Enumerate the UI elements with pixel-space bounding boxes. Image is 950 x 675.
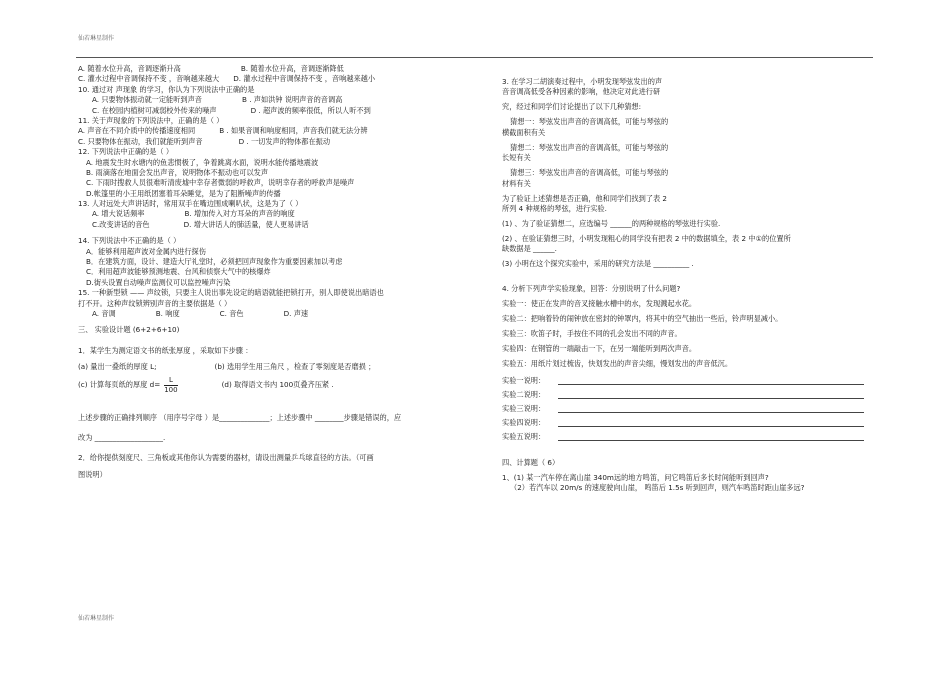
sec3-order-line2: 改为 ___________________. (78, 432, 166, 442)
sec3-step-a: (a) 量出一叠纸的厚度 L; (78, 362, 157, 372)
q11-option-b: B . 如果音调和响度相同，声音我们就无法分辨 (219, 126, 368, 136)
q9-option-b: B. 随着水位升高，音调逐渐降低 (240, 64, 344, 73)
q9-option-a: A. 随着水位升高，音调逐渐升高 (78, 64, 181, 73)
q13-option-b: B. 增加传入对方耳朵的声音的响度 (184, 209, 295, 219)
q9-option-c: C. 灌水过程中音调保持不变 ，音响越来越大 (78, 74, 220, 84)
sec3-q1-steps-ab (78, 362, 478, 372)
q13-option-c: C.改变讲话的音色 (92, 219, 150, 229)
page-footer: 仙若琳星制作 (78, 615, 115, 622)
q9-row2 (78, 74, 478, 84)
q14-option-d: D.街头设置自动噪声监测仪可以监控噪声污染 (86, 277, 231, 287)
q10-option-a: A. 只要物体振动就一定能听到声音 (92, 95, 202, 105)
q11-row1 (78, 126, 478, 136)
q4-answer-row-2 (502, 388, 872, 402)
q3-line2: 音音调高低受各种因素的影响，他决定对此进行研 (502, 87, 661, 97)
q15-option-a: A. 音调 (92, 308, 116, 318)
q3-part3: (3) 小明在这个探究实验中，采用的研究方法是 __________ . (502, 259, 694, 269)
answer-label: 实验一说明： (502, 375, 546, 385)
q12-option-c: C. 下雨时搜救人员很难听清废墟中幸存者微弱的呼救声，说明幸存者的呼救声是噪声 (86, 178, 355, 188)
fraction-numerator: L (164, 376, 177, 386)
sec3-step-d: (d) 取得语文书内 100页叠齐压紧 . (221, 380, 334, 390)
page-header: 仙若琳星制作 (78, 35, 115, 42)
thickness-fraction (164, 376, 177, 395)
sec3-q1-steps-cd (78, 376, 478, 395)
q3-part2-a: (2) 、在验证猜想三时，小明发现粗心的同学没有把表 2 中的数据填全，表 2 中①的位置所 (502, 233, 791, 243)
q9-option-d: D. 灌水过程中音调保持不变 ，音响越来越小 (233, 74, 376, 84)
q10-row2 (78, 106, 478, 116)
q13-row2 (78, 220, 478, 230)
q4-answer-row-5 (502, 430, 872, 444)
q14-option-a: A．能够利用超声波对金属内进行探伤 (86, 246, 206, 256)
q3-guess1-a: 猜想一：琴弦发出声音的音调高低，可能与琴弦的 (510, 117, 669, 127)
q3-guess2-b: 长短有关 (502, 153, 531, 163)
q13-option-d: D. 增大讲话人的肺活量，使人更易讲话 (183, 219, 309, 229)
header-rule (76, 57, 873, 58)
q10-option-c: C. 在校园内植树可减弱校外传来的噪声 (92, 105, 217, 115)
q3-part2-b: 缺数据是 ______. (502, 244, 557, 254)
q15-option-d: D. 声速 (283, 308, 309, 318)
answer-label: 实验三说明： (502, 403, 546, 413)
answer-line (558, 404, 864, 413)
sec3-q2-line1: 2．给你提供刻度尺、三角板或其他你认为需要的器材，请设出测量乒乓球直径的方法。（可画 (78, 453, 374, 463)
section4-title: 四、计算题（ 6） (502, 457, 560, 467)
q13-option-a: A. 增大说话频率 (92, 209, 145, 219)
right-column (502, 77, 872, 494)
q11-option-a: A. 声音在不同介质中的传播速度相同 (78, 126, 196, 136)
answer-label: 实验五说明： (502, 431, 546, 441)
q11-row2 (78, 137, 478, 147)
q4-answer-row-4 (502, 416, 872, 430)
sec4-q2: （2）若汽车以 20m/s 的速度驶向山崖， 鸣笛后 1.5s 听到回声，则汽车鸣笛时距山崖多远? (510, 483, 805, 493)
q3-guess3-a: 猜想三：琴弦发出声音的音调高低，可能与琴弦的 (510, 168, 669, 178)
answer-label: 实验二说明： (502, 389, 546, 399)
q10-row1 (78, 95, 478, 105)
sec3-q2-line2: 图说明） (78, 469, 107, 479)
q3-guess2-a: 猜想二：琴弦发出声音的音调高低，可能与琴弦的 (510, 142, 669, 152)
q11-option-c: C. 只要物体在振动，我们就能听到声音 (78, 136, 203, 146)
q10-option-b: B . 声如洪钟 说明声音的音调高 (242, 95, 343, 105)
q10-option-d: D . 超声波的频率很低，所以人听不到 (250, 105, 371, 115)
q13-row1 (78, 209, 478, 219)
answer-line (558, 432, 864, 441)
q3-line3: 究，经过和同学们讨论提出了以下几种猜想: (502, 102, 641, 112)
sec3-order-line1: 上述步骤的正确排列顺序 （用序号字母 ）是______________；上述步骤中 ________步骤是错误的，应 (78, 412, 402, 422)
q4-exp3: 实验三：吹笛子时，手按住不同的孔会发出不同的声音。 (502, 328, 682, 338)
q4-exp5: 实验五：用纸片划过梳齿，快划发出的声音尖细，慢划发出的声音低沉。 (502, 358, 733, 368)
q3-guess3-b: 材料有关 (502, 178, 531, 188)
q4-answer-row-3 (502, 402, 872, 416)
q12-stem: 12. 下列说法中正确的是（ ） (78, 147, 174, 157)
q15-line1: 15. 一种新型锁 —— 声纹锁，只要主人说出事先设定的暗语就能把锁打开，别人即使说出暗语也 (78, 288, 384, 298)
q3-verify-line2: 所列 4 种规格的琴弦，进行实验. (502, 203, 607, 213)
q12-option-d: D.帐篷里的小王用纸团塞着耳朵睡觉，是为了阻断噪声的传播 (86, 188, 281, 198)
q3-verify-line1: 为了验证上述猜想是否正确，他和同学们找到了表 2 (502, 193, 667, 203)
answer-label: 实验四说明： (502, 417, 546, 427)
q11-option-d: D . 一切发声的物体都在振动 (238, 136, 331, 146)
section3-title: 三、 实验设计题 (6+2+6+10) (78, 325, 180, 335)
fraction-denominator: 100 (164, 386, 178, 395)
q9-row1 (78, 64, 478, 74)
q14-option-b: B．在建筑方面，设计、建造大厅礼堂时，必须把回声现象作为重要因素加以考虑 (86, 257, 343, 267)
sec3-step-b: (b) 选用学生用三角尺 ，检查了零刻度是否磨损 ； (214, 362, 376, 372)
q4-stem: 4. 分析下列声学实验现象，回答：分别说明了什么问题? (502, 283, 681, 293)
q15-options (78, 309, 478, 319)
q15-option-b: B. 响度 (155, 308, 180, 318)
q15-option-c: C. 音色 (219, 308, 244, 318)
q14-stem: 14. 下列说法中不正确的是（ ） (78, 236, 181, 246)
q11-stem: 11. 关于声现象的下列说法中，正确的是（ ） (78, 115, 224, 125)
q13-stem: 13. 人对远处大声讲话时，常用双手在嘴边围成喇叭状，这是为了（ ） (78, 199, 303, 209)
answer-line (558, 390, 864, 399)
sec3-step-c-prefix: (c) 计算每页纸的厚度 d= (78, 380, 161, 390)
sec4-q1: 1、(1) 某一汽车停在离山崖 340m远的地方鸣笛，问它鸣笛后多长时间能听到回声? (502, 472, 769, 482)
q12-option-b: B. 雨滴落在地面会发出声音，说明物体不振动也可以发声 (86, 167, 269, 177)
sec3-q1-stem: 1．某学生为测定语文书的纸张厚度 ，采取如下步骤 ： (78, 345, 253, 355)
q3-guess1-b: 横截面积有关 (502, 127, 546, 137)
q4-answer-row-1 (502, 374, 872, 388)
q14-option-c: C．利用超声波能够预测地震、台风和侦察大气中的核爆炸 (86, 267, 271, 277)
q4-exp2: 实验二：把响着铃的闹钟放在密封的钟罩内，将其中的空气抽出一些后，铃声明显减小。 (502, 313, 783, 323)
q3-line1: 3. 在学习二胡演奏过程中，小明发现琴弦发出的声 (502, 77, 663, 86)
q4-exp4: 实验四：在钢管的一端敲击一下，在另一端能听到两次声音。 (502, 343, 697, 353)
q12-option-a: A. 地震发生时水塘内的鱼悲惯极了，争着跳离水面，说明水能传播地震波 (86, 157, 319, 167)
left-column (78, 64, 478, 480)
q3-part1: (1) 、为了验证猜想二，应选编号 ______的两种规格的琴弦进行实验. (502, 218, 721, 228)
answer-line (558, 376, 864, 385)
answer-line (558, 418, 864, 427)
q4-exp1: 实验一：使正在发声的音叉接触水槽中的水，发现溅起水花。 (502, 298, 697, 308)
q15-line2: 打不开。这种声纹锁辨别声音的主要依据是（ ） (78, 298, 232, 308)
q10-stem: 10. 通过对 声现象 的学习，你认为下列说法中正确的是 (78, 84, 255, 94)
